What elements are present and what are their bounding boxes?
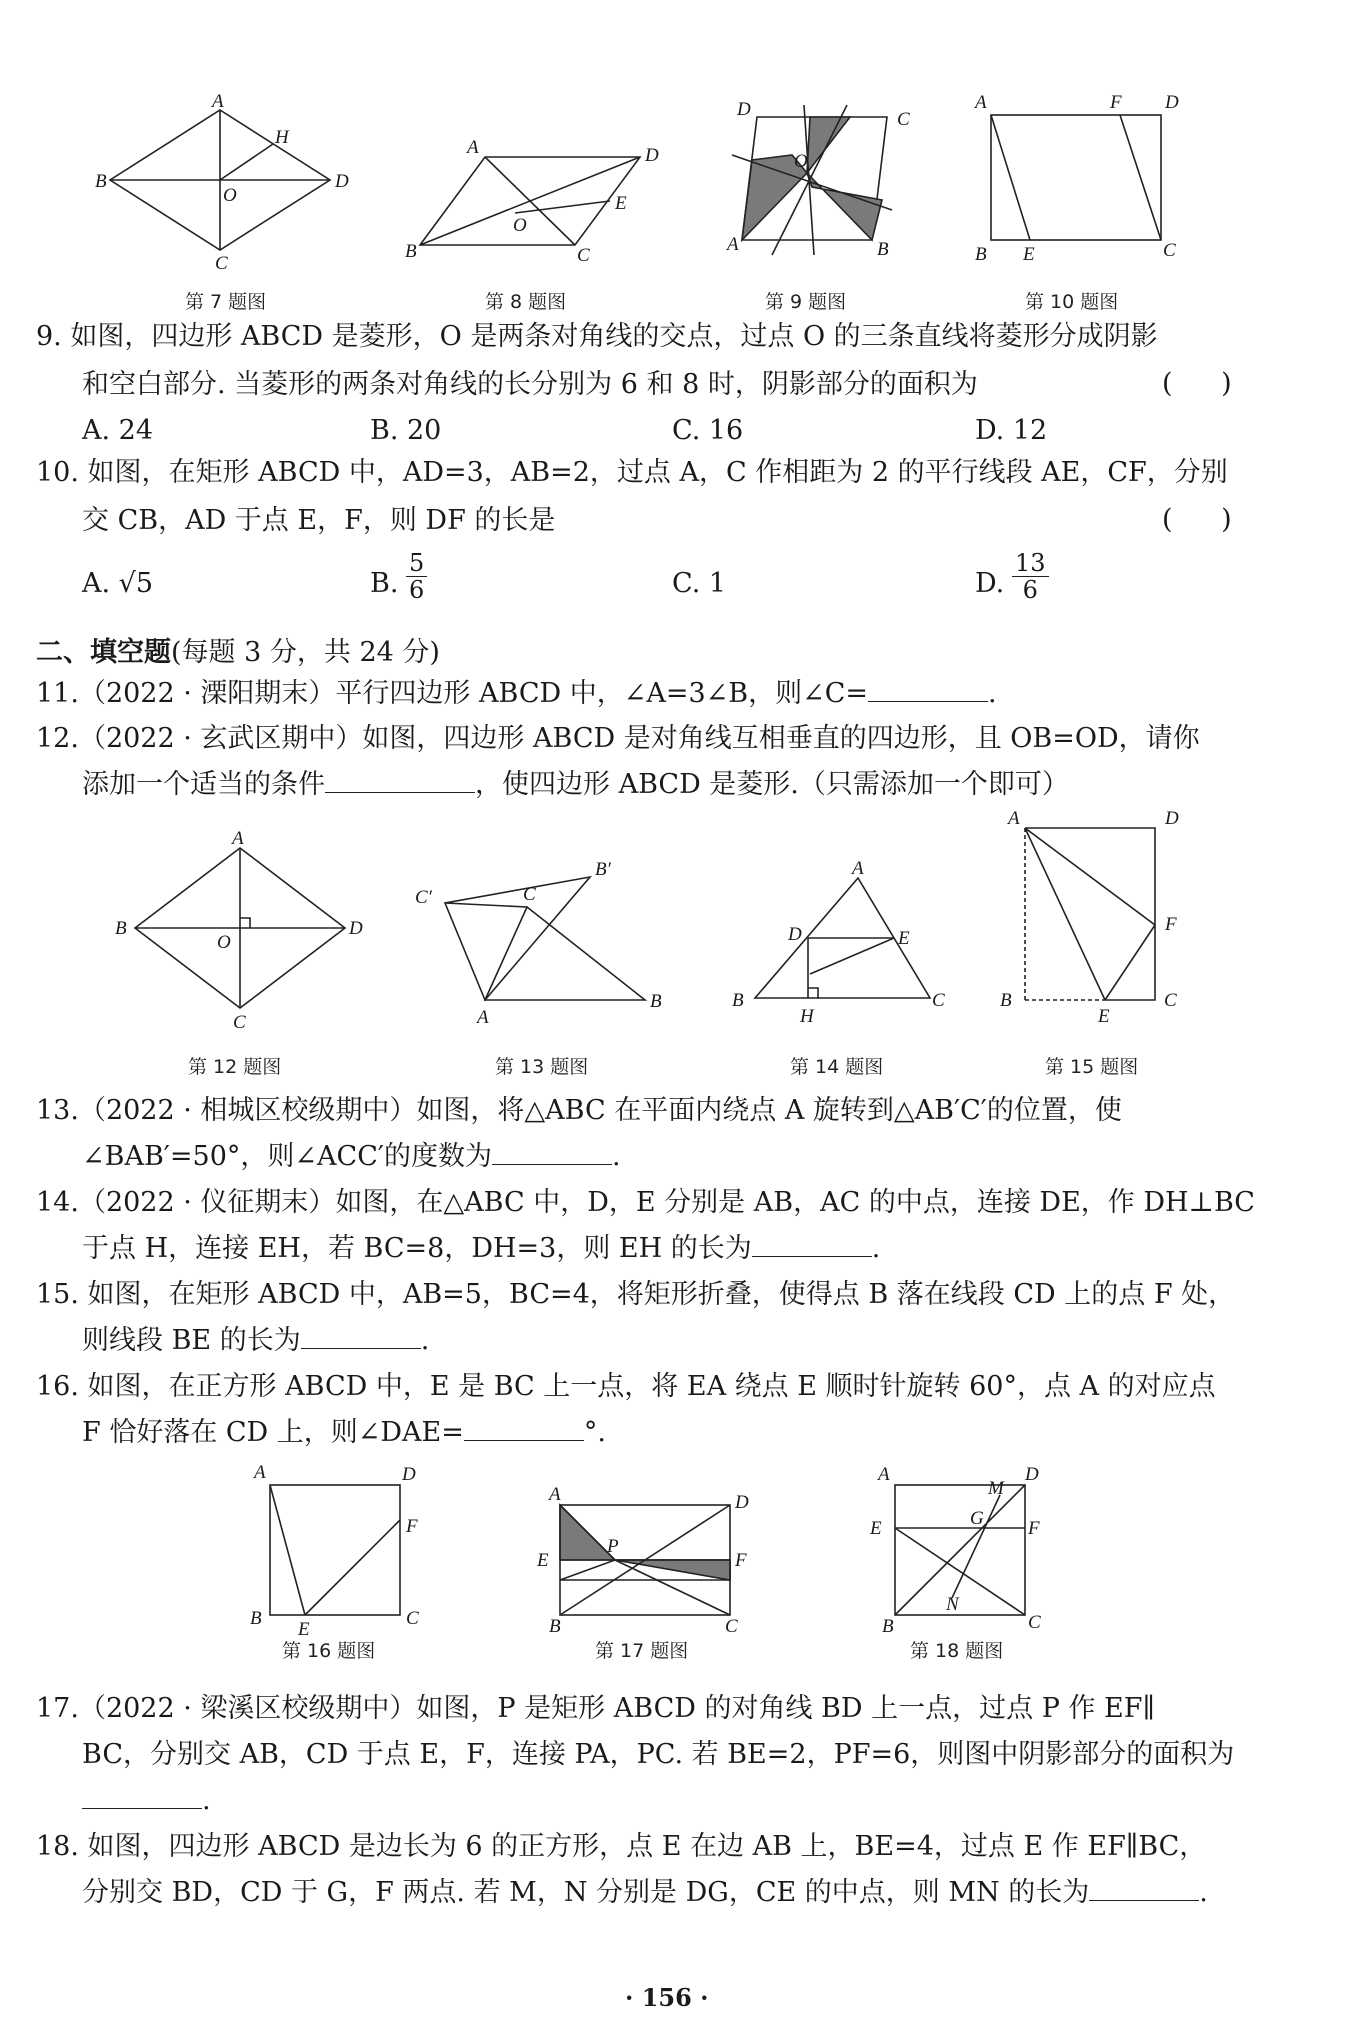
svg-text:C: C — [1164, 990, 1177, 1011]
svg-text:E: E — [898, 928, 910, 949]
q17-answer-blank[interactable] — [82, 1786, 202, 1809]
svg-text:H: H — [800, 1006, 814, 1027]
svg-text:D: D — [645, 145, 659, 166]
section-title: 二、填空题 — [36, 637, 171, 668]
q9-option-b: B. 20 — [370, 415, 442, 446]
svg-text:D: D — [1025, 1464, 1039, 1485]
svg-text:B: B — [877, 239, 889, 260]
svg-text:C: C — [725, 1616, 738, 1637]
svg-text:E: E — [1023, 244, 1035, 265]
svg-text:A: A — [549, 1484, 561, 1505]
caption-fig9: 第 9 题图 — [765, 291, 847, 313]
svg-text:E: E — [615, 193, 627, 214]
svg-text:D: D — [735, 1492, 749, 1513]
caption-fig12: 第 12 题图 — [188, 1056, 282, 1078]
svg-text:A: A — [878, 1464, 890, 1485]
q9-answer-paren: ( ) — [1162, 368, 1232, 399]
q14-line1: 14.（2022 · 仪征期末）如图，在△ABC 中，D，E 分别是 AB，AC 的中点，连接 DE，作 DH⊥BC — [36, 1187, 1255, 1218]
figure-12 — [105, 828, 365, 1033]
q18-line2: 分别交 BD，CD 于 G，F 两点. 若 M，N 分别是 DG，CE 的中点，则 MN 的长为 . — [82, 1877, 1208, 1908]
q11-answer-blank[interactable] — [868, 679, 988, 702]
svg-text:E: E — [298, 1619, 310, 1640]
svg-text:D: D — [737, 99, 751, 120]
svg-text:G: G — [970, 1508, 984, 1529]
svg-text:C: C — [577, 245, 590, 266]
q16-answer-blank[interactable] — [464, 1418, 584, 1441]
svg-text:C: C — [932, 990, 945, 1011]
svg-text:O: O — [513, 215, 527, 236]
svg-text:E: E — [870, 1518, 882, 1539]
q12-line2: 添加一个适当的条件 ，使四边形 ABCD 是菱形.（只需添加一个即可） — [82, 769, 1069, 800]
svg-text:F: F — [735, 1550, 747, 1571]
svg-text:O: O — [794, 151, 808, 172]
q14-answer-blank[interactable] — [752, 1234, 872, 1257]
q10-option-b-fraction: $\frac{5}{6}$ — [406, 550, 427, 603]
q17-line3: . — [82, 1784, 211, 1818]
figure-10 — [975, 90, 1179, 265]
svg-text:C′: C′ — [415, 887, 432, 908]
q13-line2: ∠BAB′=50°，则∠ACC′的度数为 . — [82, 1141, 621, 1172]
q10-option-d-fraction: $\frac{13}{6}$ — [1012, 550, 1049, 603]
q10-option-a: A. √5 — [82, 568, 154, 599]
q14-line2: 于点 H，连接 EH，若 BC=8，DH=3，则 EH 的长为 . — [82, 1233, 881, 1264]
page-number: · 156 · — [625, 1983, 709, 2012]
figure-7 — [95, 91, 349, 274]
q17-line2: BC，分别交 AB，CD 于点 E，F，连接 PA，PC. 若 BE=2，PF=6，则图中阴影部分的面积为 — [82, 1739, 1235, 1770]
q12-line1: 12.（2022 · 玄武区期中）如图，四边形 ABCD 是对角线互相垂直的四边形，且 OB=OD，请你 — [36, 723, 1200, 754]
svg-text:F: F — [1165, 914, 1177, 935]
figure-17 — [535, 1484, 765, 1637]
q15-line1: 15. 如图，在矩形 ABCD 中，AB=5，BC=4，将矩形折叠，使得点 B 落在线段 CD 上的点 F 处， — [36, 1279, 1236, 1310]
svg-text:A: A — [467, 137, 479, 158]
svg-text:H: H — [275, 127, 289, 148]
q18-answer-blank[interactable] — [1089, 1878, 1199, 1901]
svg-text:B: B — [115, 918, 127, 939]
svg-text:B: B — [1000, 990, 1012, 1011]
svg-text:N: N — [946, 1594, 959, 1615]
svg-text:B: B — [650, 991, 662, 1012]
svg-text:M: M — [988, 1478, 1004, 1499]
caption-fig17: 第 17 题图 — [595, 1640, 689, 1662]
svg-text:D: D — [335, 171, 349, 192]
svg-text:B: B — [975, 244, 987, 265]
svg-text:E: E — [1098, 1006, 1110, 1027]
section-note: (每题 3 分，共 24 分) — [171, 637, 440, 668]
q9-line1: 9. 如图，四边形 ABCD 是菱形，O 是两条对角线的交点，过点 O 的三条直线将菱形分成阴影 — [36, 321, 1158, 352]
svg-text:A: A — [232, 828, 244, 849]
svg-text:O: O — [223, 185, 237, 206]
figure-14 — [730, 860, 950, 1025]
q9-line2: 和空白部分. 当菱形的两条对角线的长分别为 6 和 8 时，阴影部分的面积为 — [82, 369, 978, 400]
caption-fig15: 第 15 题图 — [1045, 1056, 1139, 1078]
svg-text:F: F — [1028, 1518, 1040, 1539]
q18-line1: 18. 如图，四边形 ABCD 是边长为 6 的正方形，点 E 在边 AB 上，BE=4，过点 E 作 EF∥BC， — [36, 1831, 1207, 1862]
q15-line2: 则线段 BE 的长为 . — [82, 1325, 430, 1356]
q10-option-c: C. 1 — [672, 568, 727, 599]
caption-fig8: 第 8 题图 — [485, 291, 567, 313]
svg-text:E: E — [537, 1550, 549, 1571]
q10-line1: 10. 如图，在矩形 ABCD 中，AD=3，AB=2，过点 A，C 作相距为 2 的平行线段 AE，CF，分别 — [36, 457, 1228, 488]
svg-text:C: C — [523, 884, 536, 905]
svg-text:A: A — [975, 92, 987, 113]
q16-line2: F 恰好落在 CD 上，则∠DAE= °. — [82, 1417, 606, 1448]
svg-text:C: C — [406, 1608, 419, 1629]
svg-text:D: D — [1165, 92, 1179, 113]
section-heading — [36, 630, 440, 669]
figure-16 — [250, 1460, 440, 1640]
svg-text:A: A — [852, 858, 864, 879]
svg-text:A: A — [477, 1007, 489, 1028]
q9-option-a: A. 24 — [82, 415, 154, 446]
svg-text:C: C — [215, 253, 228, 274]
q15-answer-blank[interactable] — [301, 1326, 421, 1349]
q13-line1: 13.（2022 · 相城区校级期中）如图，将△ABC 在平面内绕点 A 旋转到△AB′C′的位置，使 — [36, 1095, 1122, 1126]
q10-option-d: D. — [975, 568, 1005, 599]
figure-9 — [712, 99, 912, 260]
svg-text:O: O — [217, 932, 231, 953]
q9-option-c: C. 16 — [672, 415, 744, 446]
svg-text:A: A — [727, 234, 739, 255]
svg-text:B: B — [95, 171, 107, 192]
svg-text:B: B — [732, 990, 744, 1011]
svg-text:B: B — [405, 241, 417, 262]
caption-fig14: 第 14 题图 — [790, 1056, 884, 1078]
figure-13 — [415, 855, 675, 1028]
q11-line1: 11.（2022 · 溧阳期末）平行四边形 ABCD 中，∠A=3∠B，则∠C= . — [36, 678, 997, 709]
svg-text:F: F — [1110, 92, 1122, 113]
svg-text:D: D — [788, 924, 802, 945]
q10-option-b: B. — [370, 568, 399, 599]
q10-line2: 交 CB，AD 于点 E，F，则 DF 的长是 — [82, 505, 556, 536]
svg-text:B′: B′ — [595, 859, 611, 880]
figure-15 — [1000, 810, 1200, 1025]
q17-line1: 17.（2022 · 梁溪区校级期中）如图，P 是矩形 ABCD 的对角线 BD 上一点，过点 P 作 EF∥ — [36, 1693, 1155, 1724]
q13-answer-blank[interactable] — [492, 1142, 612, 1165]
caption-fig16: 第 16 题图 — [282, 1640, 376, 1662]
caption-fig10: 第 10 题图 — [1025, 291, 1119, 313]
svg-text:D: D — [402, 1464, 416, 1485]
svg-text:C: C — [1163, 240, 1176, 261]
caption-fig7: 第 7 题图 — [185, 291, 267, 313]
svg-text:F: F — [406, 1516, 418, 1537]
svg-text:C: C — [1028, 1612, 1041, 1633]
caption-fig18: 第 18 题图 — [910, 1640, 1004, 1662]
svg-text:B: B — [250, 1608, 262, 1629]
svg-text:P: P — [607, 1536, 619, 1557]
q10-answer-paren: ( ) — [1162, 504, 1232, 535]
svg-text:C: C — [233, 1012, 246, 1033]
figure-8 — [405, 135, 665, 265]
svg-text:B: B — [549, 1616, 561, 1637]
q16-line1: 16. 如图，在正方形 ABCD 中，E 是 BC 上一点，将 EA 绕点 E 顺时针旋转 60°，点 A 的对应点 — [36, 1371, 1216, 1402]
q9-option-d: D. 12 — [975, 415, 1048, 446]
figure-18 — [870, 1460, 1050, 1635]
svg-text:A: A — [254, 1462, 266, 1483]
svg-text:A: A — [1008, 808, 1020, 829]
svg-text:A: A — [212, 91, 224, 112]
caption-fig13: 第 13 题图 — [495, 1056, 589, 1078]
svg-text:D: D — [1165, 808, 1179, 829]
svg-text:B: B — [882, 1616, 894, 1637]
svg-text:C: C — [897, 109, 910, 130]
q12-answer-blank[interactable] — [325, 770, 475, 793]
svg-text:D: D — [349, 918, 363, 939]
